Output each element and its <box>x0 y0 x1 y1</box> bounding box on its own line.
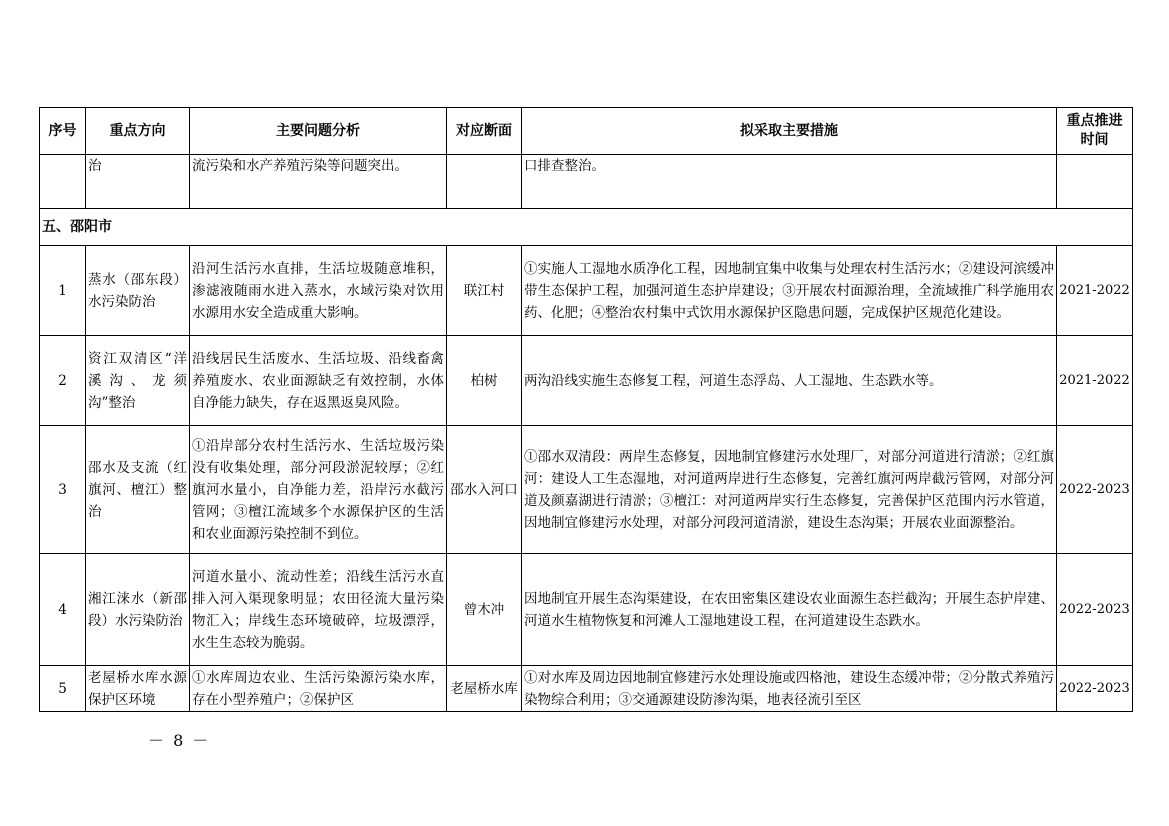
row-direction: 邵水及支流（红旗河、檀江）整治 <box>86 426 190 554</box>
carry-measures: 口排查整治。 <box>522 155 1057 209</box>
carry-direction: 治 <box>86 155 190 209</box>
row-no: 3 <box>40 426 86 554</box>
header-no: 序号 <box>40 108 86 155</box>
row-direction: 湘江涞水（新邵段）水污染防治 <box>86 554 190 666</box>
row-measures: ①对水库及周边因地制宜修建污水处理设施或四格池，建设生态缓冲带；②分散式养殖污染物综合利用；③交通源建设防渗沟渠，地表径流引至区 <box>522 666 1057 712</box>
table-row <box>40 336 1133 426</box>
row-problems: ①水库周边农业、生活污染源污染水库，存在小型养殖户；②保护区 <box>190 666 447 712</box>
carry-problems: 流污染和水产养殖污染等问题突出。 <box>190 155 447 209</box>
row-problems: ①沿岸部分农村生活污水、生活垃圾污染没有收集处理，部分河段淤泥较厚；②红旗河水量小，自净能力差，沿岸污水截污管网；③檀江流域多个水源保护区的生活和农业面源污染控制不到位。 <box>190 426 447 554</box>
action-plan-table <box>39 107 1133 712</box>
table-row <box>40 426 1133 554</box>
row-problems: 河道水量小、流动性差；沿线生活污水直排入河入渠现象明显；农田径流大量污染物汇入；岸线生态环境破碎，垃圾漂浮，水生生态较为脆弱。 <box>190 554 447 666</box>
row-no: 2 <box>40 336 86 426</box>
row-section: 曾木冲 <box>447 554 522 666</box>
row-section: 柏树 <box>447 336 522 426</box>
table-header-row <box>40 108 1133 155</box>
row-period: 2022-2023 <box>1057 426 1133 554</box>
row-measures: 因地制宜开展生态沟渠建设，在农田密集区建设农业面源生态拦截沟；开展生态护岸建、河道水生植物恢复和河滩人工湿地建设工程，在河道建设生态跌水。 <box>522 554 1057 666</box>
row-section: 联江村 <box>447 246 522 336</box>
row-measures: ①邵水双清段：两岸生态修复，因地制宜修建污水处理厂，对部分河道进行清淤；②红旗河：建设人工生态湿地，对河道两岸进行生态修复，完善红旗河两岸截污管网，对部分河道及颜嘉湖进行清淤；③檀江：对河道两岸实行生态修复，完善保护区范围内污水管道，因地制宜修建污水处理，对部分河段河道清淤，建设生态沟渠；开展农业面源整治。 <box>522 426 1057 554</box>
row-no: 4 <box>40 554 86 666</box>
table-row <box>40 554 1133 666</box>
row-measures: 两沟沿线实施生态修复工程，河道生态浮岛、人工湿地、生态跌水等。 <box>522 336 1057 426</box>
carry-section <box>447 155 522 209</box>
row-no: 1 <box>40 246 86 336</box>
row-period: 2021-2022 <box>1057 246 1133 336</box>
header-section: 对应断面 <box>447 108 522 155</box>
row-problems: 沿线居民生活废水、生活垃圾、沿线畜禽养殖废水、农业面源缺乏有效控制，水体自净能力缺失，存在返黑返臭风险。 <box>190 336 447 426</box>
row-period: 2022-2023 <box>1057 554 1133 666</box>
row-direction: 老屋桥水库水源保护区环境 <box>86 666 190 712</box>
page-number: － 8 － <box>148 731 211 750</box>
row-measures: ①实施人工湿地水质净化工程，因地制宜集中收集与处理农村生活污水；②建设河滨缓冲带生态保护工程，加强河道生态护岸建设；③开展农村面源治理，全流域推广科学施用农药、化肥；④整治农村集中式饮用水源保护区隐患问题，完成保护区规范化建设。 <box>522 246 1057 336</box>
header-measures: 拟采取主要措施 <box>522 108 1057 155</box>
header-period: 重点推进时间 <box>1057 108 1133 155</box>
header-direction: 重点方向 <box>86 108 190 155</box>
carry-period <box>1057 155 1133 209</box>
row-period: 2022-2023 <box>1057 666 1133 712</box>
row-section: 老屋桥水库 <box>447 666 522 712</box>
carry-over-row <box>40 155 1133 209</box>
row-period: 2021-2022 <box>1057 336 1133 426</box>
row-direction: 资江双清区“洋溪沟、龙须沟”整治 <box>86 336 190 426</box>
section-title: 五、邵阳市 <box>40 209 1133 246</box>
row-no: 5 <box>40 666 86 712</box>
table-row <box>40 666 1133 712</box>
row-direction: 蒸水（邵东段）水污染防治 <box>86 246 190 336</box>
row-section: 邵水入河口 <box>447 426 522 554</box>
row-problems: 沿河生活污水直排，生活垃圾随意堆积，渗滤液随雨水进入蒸水，水域污染对饮用水源用水安全造成重大影响。 <box>190 246 447 336</box>
section-row <box>40 209 1133 246</box>
table-row <box>40 246 1133 336</box>
header-problems: 主要问题分析 <box>190 108 447 155</box>
